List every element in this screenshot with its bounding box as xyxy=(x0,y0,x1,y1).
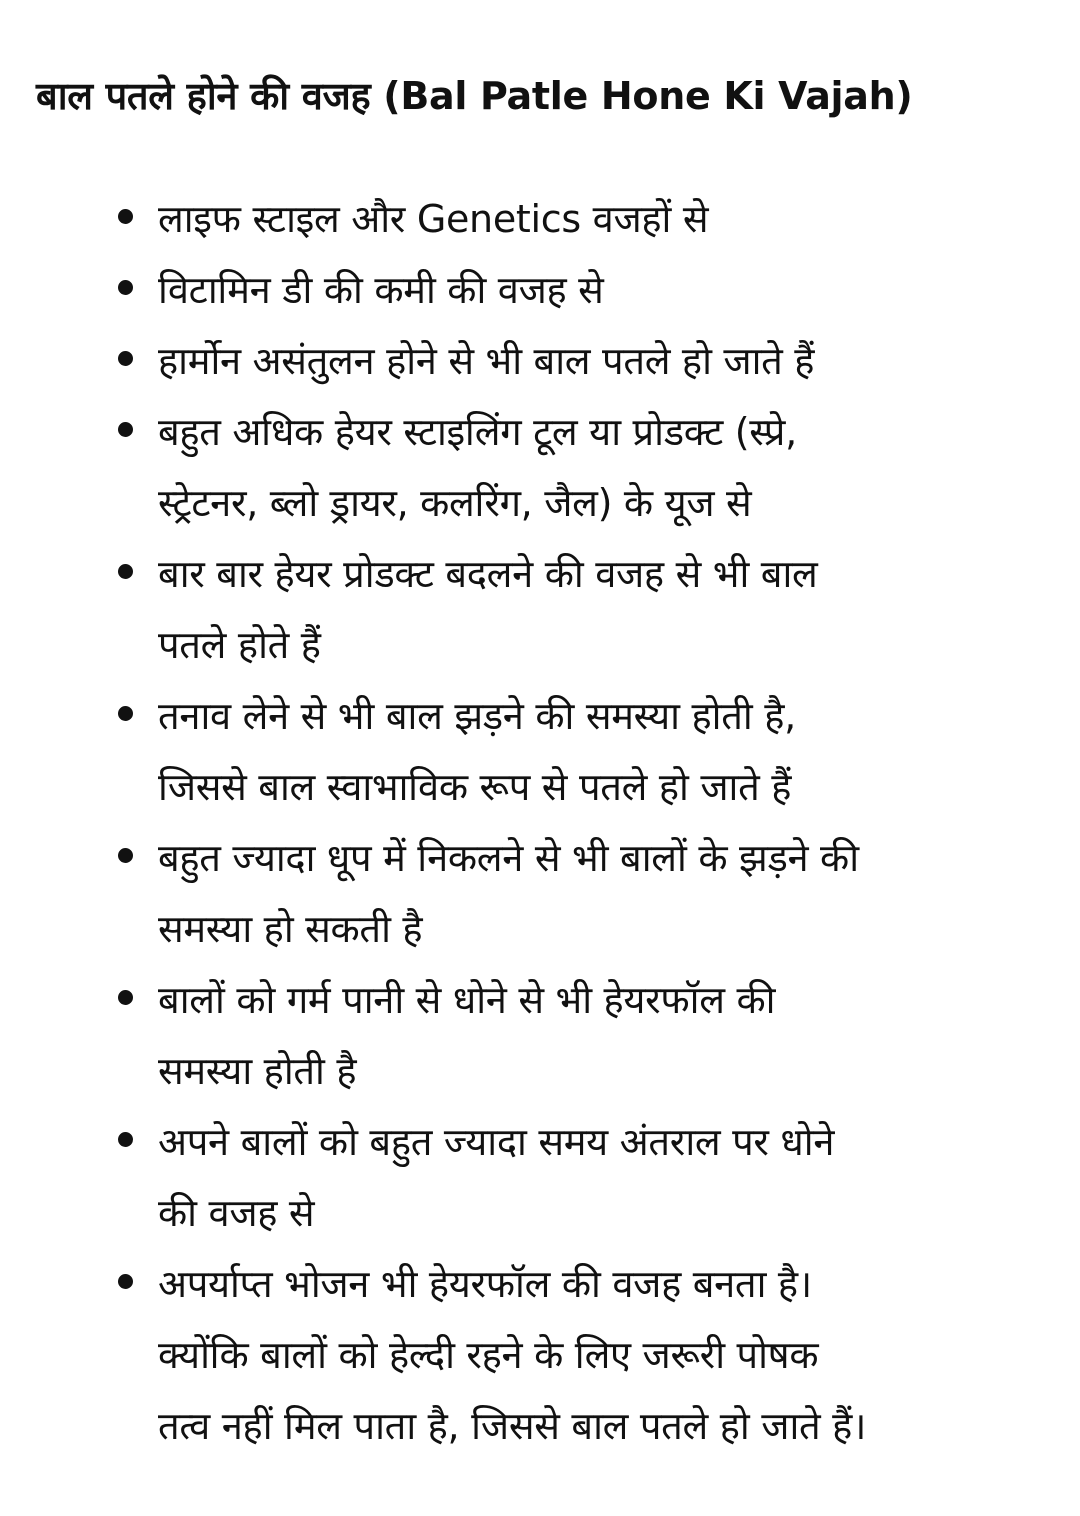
bullet-icon xyxy=(118,706,133,721)
list-item-text: पतले होते हैं xyxy=(158,623,321,667)
list-item-text: समस्या हो सकती है xyxy=(158,907,423,951)
list-item-text: स्ट्रेटनर, ब्लो ड्रायर, कलरिंग, जैल) के यूज से xyxy=(158,481,752,525)
list-item-text: बालों को गर्म पानी से धोने से भी हेयरफॉल की xyxy=(158,978,776,1022)
list-item-text: समस्या होती है xyxy=(158,1049,357,1093)
list-item-text: बहुत अधिक हेयर स्टाइलिंग टूल या प्रोडक्ट (स्प्रे, xyxy=(158,410,797,454)
bullet-icon xyxy=(118,209,133,224)
bullet-list xyxy=(0,184,1080,1462)
page-title: बाल पतले होने की वजह (Bal Patle Hone Ki Vajah) xyxy=(36,74,913,118)
bullet-icon xyxy=(118,280,133,295)
list-item-text: अपने बालों को बहुत ज्यादा समय अंतराल पर धोने xyxy=(158,1120,835,1164)
list-item-text: बार बार हेयर प्रोडक्ट बदलने की वजह से भी बाल xyxy=(158,552,818,596)
list-item-text: बहुत ज्यादा धूप में निकलने से भी बालों के झड़ने की xyxy=(158,836,859,880)
list-item xyxy=(0,681,1080,823)
list-item-text: तनाव लेने से भी बाल झड़ने की समस्या होती है, xyxy=(158,694,796,738)
bullet-icon xyxy=(118,1132,133,1147)
list-item-text: हार्मोन असंतुलन होने से भी बाल पतले हो जाते हैं xyxy=(158,339,815,383)
list-item xyxy=(0,823,1080,965)
list-item-text: क्योंकि बालों को हेल्दी रहने के लिए जरूरी पोषक xyxy=(158,1333,819,1377)
list-item xyxy=(0,397,1080,539)
list-item-text: लाइफ स्टाइल और Genetics वजहों से xyxy=(158,197,709,241)
bullet-icon xyxy=(118,848,133,863)
list-item xyxy=(0,184,1080,255)
bullet-icon xyxy=(118,1274,133,1289)
list-item-text: की वजह से xyxy=(158,1191,315,1235)
bullet-icon xyxy=(118,422,133,437)
bullet-icon xyxy=(118,990,133,1005)
list-item-text: अपर्याप्त भोजन भी हेयरफॉल की वजह बनता है। xyxy=(158,1262,812,1306)
bullet-icon xyxy=(118,351,133,366)
list-item-text: तत्व नहीं मिल पाता है, जिससे बाल पतले हो जाते हैं। xyxy=(158,1404,867,1448)
list-item xyxy=(0,1107,1080,1249)
list-item xyxy=(0,326,1080,397)
list-item xyxy=(0,539,1080,681)
bullet-icon xyxy=(118,564,133,579)
list-item-text: जिससे बाल स्वाभाविक रूप से पतले हो जाते हैं xyxy=(158,765,792,809)
list-item xyxy=(0,1249,1080,1462)
list-item-text: विटामिन डी की कमी की वजह से xyxy=(158,268,604,312)
list-item xyxy=(0,965,1080,1107)
list-item xyxy=(0,255,1080,326)
